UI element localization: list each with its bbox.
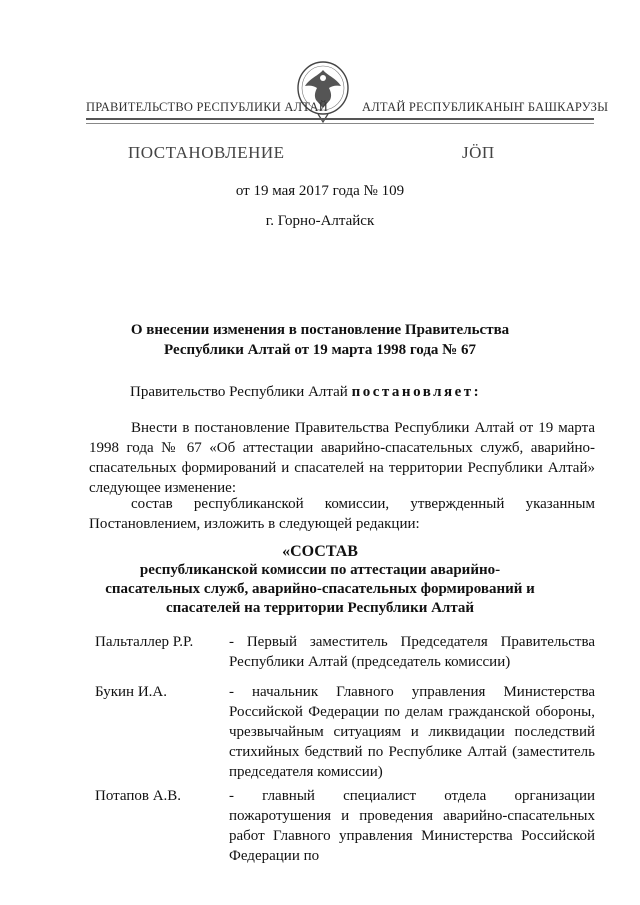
decree-statement [130,384,481,401]
decree-city: г. Горно-Алтайск [265,213,375,229]
doc-type-russian: ПОСТАНОВЛЕНИЕ [128,143,285,162]
doc-type-altai: ЈÖП [462,143,495,162]
member-name: Пальталлер Р.Р. [95,634,194,650]
header-rule-thin [86,123,594,124]
decree-verb: постановляет: [351,384,482,400]
header-rule [86,118,594,120]
member-role: - главный специалист отдела организации пожаротушения и проведения аварийно-спасательных работ Главного управления Министерства Российской Федерации по [229,788,595,864]
member-role: - Первый заместитель Председателя Правительства Республики Алтай (председатель комиссии) [229,634,595,670]
decree-date-number: от 19 мая 2017 года № 109 [235,183,405,199]
government-name-russian: ПРАВИТЕЛЬСТВО РЕСПУБЛИКИ АЛТАЙ [86,100,328,114]
decree-subject: Правительство Республики Алтай [130,384,352,400]
member-role: - начальник Главного управления Министерства Российской Федерации по делам гражданской обороны, чрезвычайным ситуациям и ликвидации последствий стихийных бедствий по Республике Алтай (заместитель председателя комиссии) [229,684,595,780]
composition-subtitle: республиканской комиссии по аттестации аварийно-спасательных служб, аварийно-спасательных формирований и спасателей на территории Республики Алтай [105,562,535,616]
document-title-line2: Республики Алтай от 19 марта 1998 года № 67 [164,342,476,358]
member-name: Букин И.А. [95,684,167,700]
member-name: Потапов А.В. [95,788,182,804]
body-paragraph: Внести в постановление Правительства Республики Алтай от 19 марта 1998 года № 67 «Об аттестации аварийно-спасательных служб, аварийно-спасательных формирований и спасателей на территории Республики Алтай» следующее изменение: [89,420,595,496]
coat-of-arms-icon [296,58,350,126]
government-name-altai: АЛТАЙ РЕСПУБЛИКАНЫҤ БАШКАРУЗЫ [362,100,609,114]
document-title [100,320,540,360]
composition-title [100,542,540,618]
document-title-line1: О внесении изменения в постановление Правительства [130,322,510,338]
body-paragraph: состав республиканской комиссии, утвержденный указанным Постановлением, изложить в следующей редакции: [89,496,595,532]
composition-heading: «СОСТАВ [282,543,358,560]
